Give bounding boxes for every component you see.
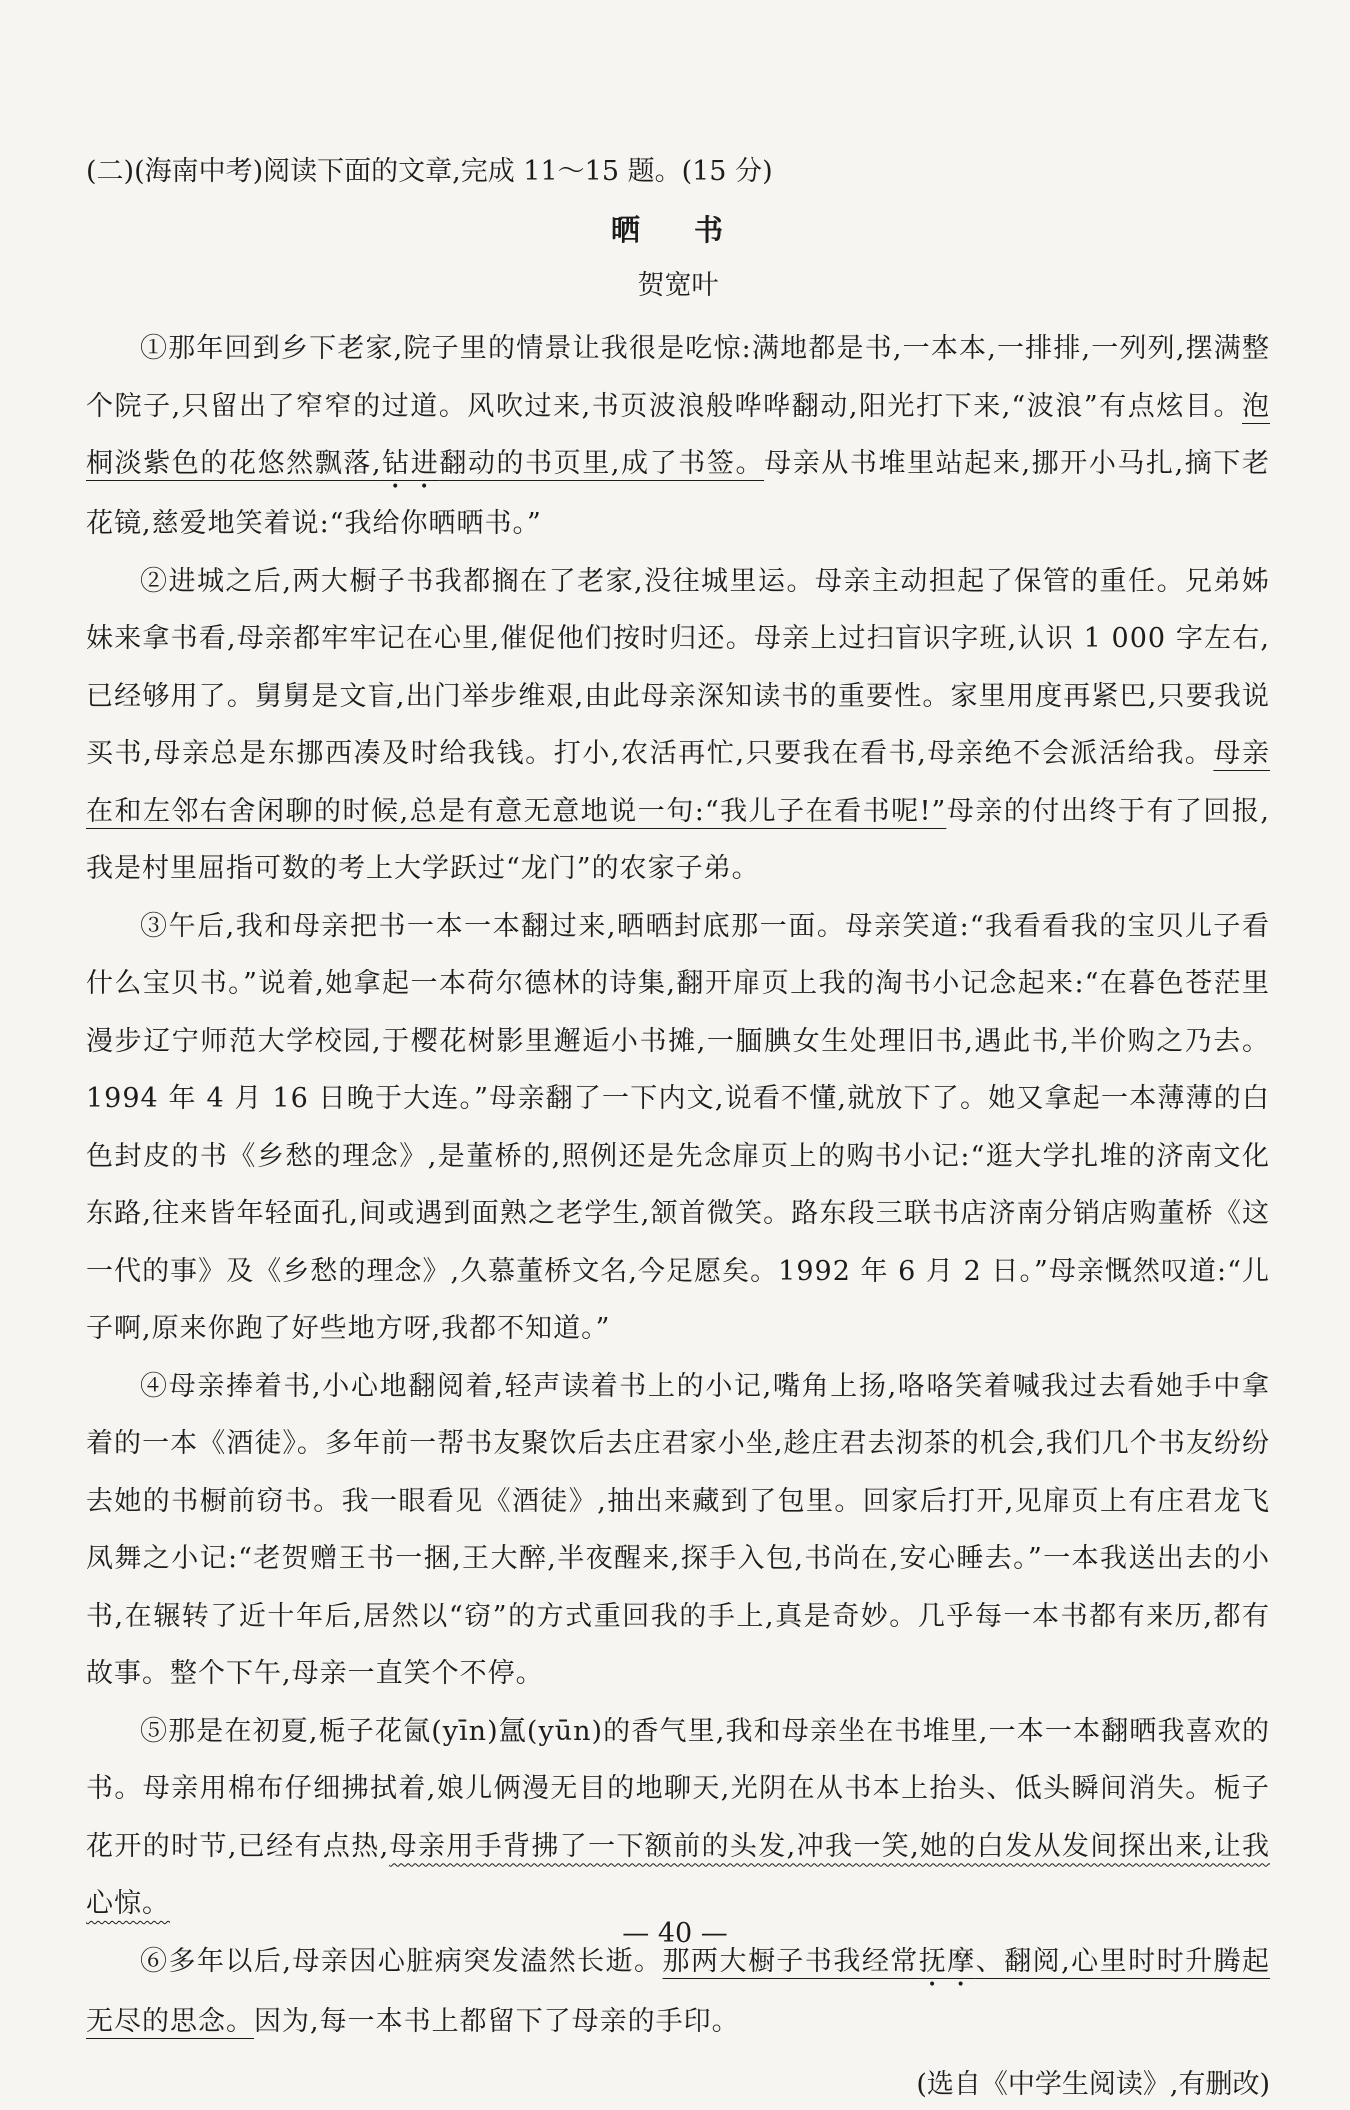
paragraph-2 xyxy=(86,553,1270,898)
article-title: 晒 书 xyxy=(610,213,746,247)
p1-underlined-a: 泡桐淡紫色的花悠然飘落, xyxy=(86,390,1270,479)
p5-wavy-sentence: 母亲用手背拂了一下额前的头发,冲我一笑,她的白发从发间探出来,让我心惊。 xyxy=(86,1830,1270,1919)
source-note: (选自《中学生阅读》,有删改) xyxy=(916,2069,1270,2100)
p6-underlined-a: 那两大橱子书我经常 xyxy=(662,1945,919,1977)
paragraph-4: ④母亲捧着书,小心地翻阅着,轻声读着书上的小记,嘴角上扬,咯咯笑着喊我过去看她手中拿着的一本《酒徒》。多年前一帮书友聚饮后去庄君家小坐,趁庄君去沏茶的机会,我们几个书友纷纷去她的书橱前窃书。我一眼看见《酒徒》,抽出来藏到了包里。回家后打开,见扉页上有庄君龙飞凤舞之小记:“老贺赠王书一捆,王大醉,半夜醒来,探手入包,书尚在,安心睡去。”一本我送出去的小书,在辗转了近十年后,居然以“窃”的方式重回我的手上,真是奇妙。几乎每一本书都有来历,都有故事。整个下午,母亲一直笑个不停。 xyxy=(86,1370,1270,1689)
p2-text-b: 母亲的付出终于有了回报,我是村里屈指可数的考上大学跃过“龙门”的农家子弟。 xyxy=(86,795,1270,884)
paragraph-1 xyxy=(86,320,1270,553)
p2-text-a: ②进城之后,两大橱子书我都搁在了老家,没往城里运。母亲主动担起了保管的重任。兄弟姊妹来拿书看,母亲都牢牢记在心里,催促他们按时归还。母亲上过扫盲识字班,认识 1 000 字左右,已经够用了。舅舅是文盲,出门举步维艰,由此母亲深知读书的重要性。家里用度再紧巴,只要我说买书,母亲总是东挪西凑及时给我钱。打小,农活再忙,只要我在看书,母亲绝不会派活给我。 xyxy=(86,565,1270,769)
page-number: — 40 — xyxy=(622,1918,728,1949)
p6-text-b: 因为,每一本书上都留下了母亲的手印。 xyxy=(254,2005,740,2037)
p6-text-a: ⑥多年以后,母亲因心脏病突发溘然长逝。 xyxy=(140,1945,663,1977)
p6-dotted-word: 抚摩 xyxy=(918,1945,976,1977)
p6-underlined-b: 、翻阅,心里时时升腾起无尽的思念。 xyxy=(86,1945,1271,2037)
question-header: (二)(海南中考)阅读下面的文章,完成 11～15 题。(15 分) xyxy=(86,156,773,187)
p5-text-a: ⑤那是在初夏,栀子花氤(yīn)氲(yūn)的香气里,我和母亲坐在书堆里,一本一本翻晒我喜欢的书。母亲用棉布仔细拂拭着,娘儿俩漫无目的地聊天,光阴在从书本上抬头、低头瞬间消失。栀子花开的时节,已经有点热, xyxy=(86,1715,1270,1862)
p1-text-a: ①那年回到乡下老家,院子里的情景让我很是吃惊:满地都是书,一本本,一排排,一列列,摆满整个院子,只留出了窄窄的过道。风吹过来,书页波浪般哗哗翻动,阳光打下来,“波浪”有点炫目。 xyxy=(86,333,1270,422)
paragraph-6 xyxy=(86,1933,1270,2051)
paragraph-5 xyxy=(86,1703,1270,1933)
article-author: 贺宽叶 xyxy=(637,270,719,301)
p1-underlined-b: 翻动的书页里,成了书签。 xyxy=(439,448,765,479)
p1-text-b: 母亲从书堆里站起来,挪开小马扎,摘下老花镜,慈爱地笑着说:“我给你晒晒书。” xyxy=(86,448,1270,539)
paragraph-3: ③午后,我和母亲把书一本一本翻过来,晒晒封底那一面。母亲笑道:“我看看我的宝贝儿子看什么宝贝书。”说着,她拿起一本荷尔德林的诗集,翻开扉页上我的淘书小记念起来:“在暮色苍茫里漫步辽宁师范大学校园,于樱花树影里邂逅小书摊,一腼腆女生处理旧书,遇此书,半价购之乃去。1994 年 4 月 16 日晚于大连。”母亲翻了一下内文,说看不懂,就放下了。她又拿起一本薄薄的白色封皮的书《乡愁的理念》,是董桥的,照例还是先念扉页上的购书小记:“逛大学扎堆的济南文化东路,往来皆年轻面孔,间或遇到面熟之老学生,颔首微笑。路东段三联书店济南分销店购董桥《这一代的事》及《乡愁的理念》,久慕董桥文名,今足愿矣。1992 年 6 月 2 日。”母亲慨然叹道:“儿子啊,原来你跑了好些地方呀,我都不知道。” xyxy=(86,910,1270,1344)
p1-dotted-word: 钻进 xyxy=(381,448,440,479)
p2-underlined-sentence: 母亲在和左邻右舍闲聊的时候,总是有意无意地说一句:“我儿子在看书呢!” xyxy=(86,738,1270,827)
